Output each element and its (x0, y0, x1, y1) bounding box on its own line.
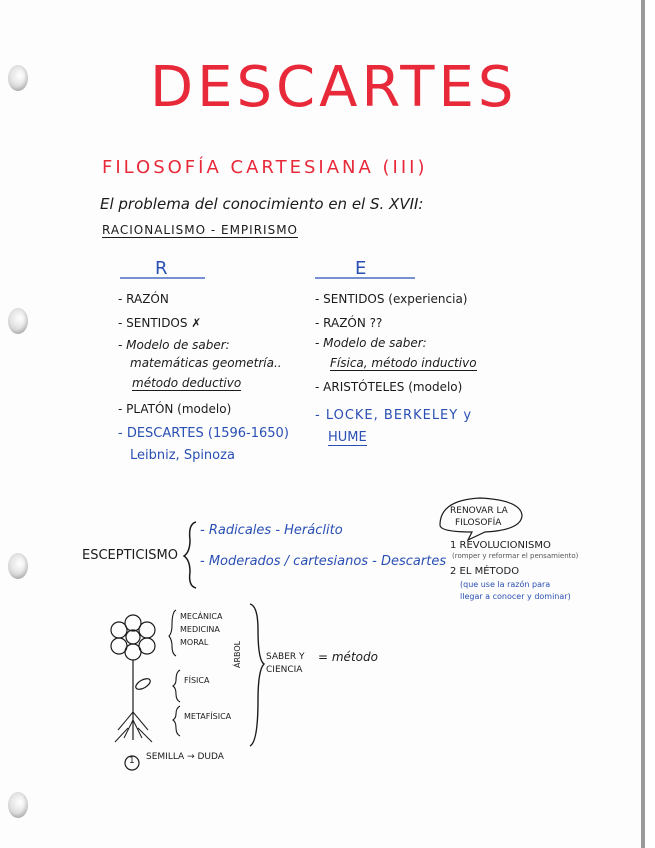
tree-trunk-label: FÍSICA (184, 676, 210, 685)
intro-line: El problema del conocimiento en el S. XVII: (100, 195, 424, 213)
roots-brace (173, 706, 180, 736)
renew-point-2-note: (que use la razón para (460, 580, 551, 589)
empiricism-item: - Modelo de saber: (315, 336, 427, 350)
empiricism-item: - SENTIDOS (experiencia) (315, 292, 468, 306)
renew-point-1-note: (romper y reformar el pensamiento) (452, 552, 579, 560)
renew-bubble (440, 498, 522, 540)
skepticism-radical: - Radicales - Heráclito (200, 523, 343, 538)
trunk-brace (173, 670, 180, 702)
rationalism-item: matemáticas geometría.. (130, 356, 282, 370)
rationalism-others: Leibniz, Spinoza (130, 448, 235, 463)
rationalism-item: método deductivo (132, 376, 242, 390)
branches-brace (169, 610, 176, 656)
tree-brace (250, 604, 264, 746)
skepticism-moderate: - Moderados / cartesianos - Descartes (200, 554, 447, 569)
rationalism-header: R (155, 258, 168, 279)
skepticism-label: ESCEPTICISMO (82, 548, 178, 563)
flower-icon (111, 615, 155, 742)
renew-point-2-note: llegar a conocer y dominar) (460, 592, 571, 601)
intro-heading: RACIONALISMO - EMPIRISMO (102, 223, 299, 237)
tree-branch-label: MECÁNICA (180, 612, 223, 621)
empiricism-item: Física, método inductivo (330, 356, 477, 370)
tree-branch-label: MEDICINA (180, 625, 220, 634)
tree-saber: SABER Y (266, 652, 305, 662)
renew-point-1: 1 REVOLUCIONISMO (450, 540, 551, 551)
tree-ciencia: CIENCIA (266, 665, 303, 675)
empiricism-authors-2: HUME (328, 430, 367, 445)
renew-bubble-line1: RENOVAR LA (450, 506, 508, 516)
rationalism-item: - RAZÓN (118, 292, 169, 306)
tree-label: ÁRBOL (233, 640, 242, 668)
empiricism-authors: - LOCKE, BERKELEY y (315, 408, 473, 423)
seed-circle (125, 756, 139, 770)
empiricism-item: - ARISTÓTELES (modelo) (315, 380, 463, 394)
rationalism-item: - PLATÓN (modelo) (118, 402, 232, 416)
tree-method: = método (318, 650, 378, 664)
page-subtitle: FILOSOFÍA CARTESIANA (III) (102, 157, 428, 178)
rationalism-item: - Modelo de saber: (118, 338, 230, 352)
empiricism-header: E (355, 258, 367, 279)
renew-bubble-line2: FILOSOFÍA (455, 518, 502, 528)
skepticism-brace (184, 522, 196, 588)
tree-branch-label: MORAL (180, 638, 209, 647)
rationalism-descartes: - DESCARTES (1596-1650) (118, 426, 289, 441)
renew-point-2: 2 EL MÉTODO (450, 566, 520, 577)
rationalism-item: - SENTIDOS ✗ (118, 316, 202, 330)
tree-roots-label: METAFÍSICA (184, 712, 232, 721)
empiricism-item: - RAZÓN ?? (315, 316, 383, 330)
page-title: DESCARTES (150, 55, 518, 120)
seed-label: SEMILLA → DUDA (146, 752, 224, 762)
seed-number: 1 (129, 756, 135, 766)
